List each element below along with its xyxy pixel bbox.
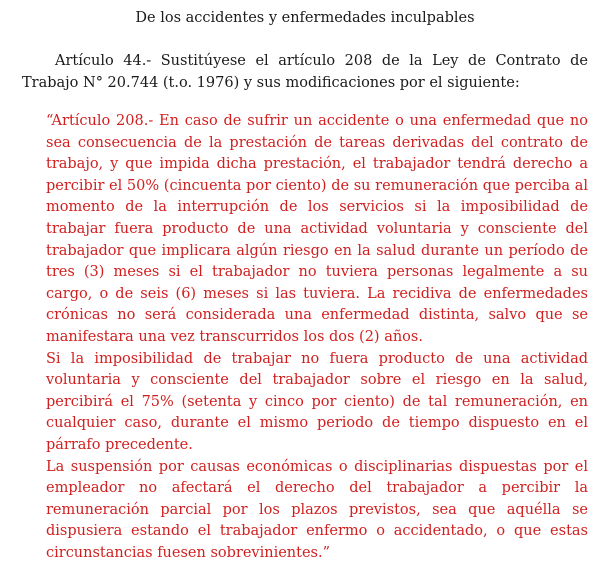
section-title: De los accidentes y enfermedades inculpables [22,8,588,28]
article-intro [22,50,588,94]
quoted-paragraph: La suspensión por causas económicas o disciplinarias dispuestas por el empleador no afectará el derecho del trabajador a percibir la remuneración parcial por los plazos previstos, sea que aquélla se dispusiera estando el trabajador enfermo o accidentado, o que estas circunstancias fuesen sobrevinientes.” [46,457,588,564]
quoted-paragraph: Si la imposibilidad de trabajar no fuera producto de una actividad voluntaria y consciente del trabajador sobre el riesgo en la salud, percibirá el 75% (setenta y cinco por ciento) de tal remuneración, en cualquier caso, durante el mismo periodo de tiempo dispuesto en el párrafo precedente. [46,349,588,457]
quoted-paragraph: “Artículo 208.- En caso de sufrir un accidente o una enfermedad que no sea consecuencia de la prestación de tareas derivadas del contrato de trabajo, y que impida dicha prestación, el trabajador tendrá derecho a percibir el 50% (cincuenta por ciento) de su remuneración que perciba al momento de la interrupción de los servicios si la imposibilidad de trabajar fuera producto de una actividad voluntaria y consciente del trabajador que implicara algún riesgo en la salud durante un período de tres (3) meses si el trabajador no tuviera personas legalmente a su cargo, o de seis (6) meses si las tuviera. La recidiva de enfermedades crónicas no será considerada una enfermedad distinta, salvo que se manifestara una vez transcurridos los dos (2) años. [46,111,588,349]
quoted-article [22,111,588,564]
article-intro-text: Artículo 44.- Sustitúyese el artículo 208 de la Ley de Contrato de Trabajo N° 20.744 (t.o. 1976) y sus modificaciones por el siguiente: [22,53,588,91]
